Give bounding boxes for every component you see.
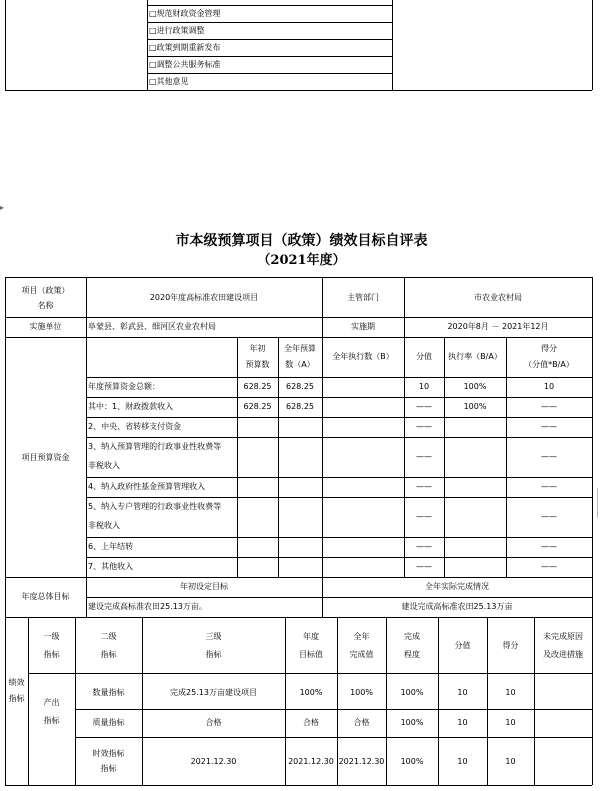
funds-cell: —— bbox=[416, 512, 432, 521]
col-header: 数（A） bbox=[285, 360, 315, 369]
perf-col-header: 指标 bbox=[100, 650, 117, 659]
perf-cell: 合格 bbox=[303, 718, 319, 727]
funds-cell: —— bbox=[541, 512, 557, 521]
funds-row-label: 年度预算资金总额： bbox=[88, 382, 160, 391]
option-item[interactable]: □进行政策调整 bbox=[149, 26, 205, 35]
level1-label: 产出 bbox=[43, 698, 60, 707]
perf-cell: 2021.12.30 bbox=[288, 757, 334, 766]
margin-marker-icon: ▸ bbox=[0, 203, 5, 212]
funds-cell: 10 bbox=[543, 382, 555, 391]
funds-cell: 100% bbox=[463, 402, 487, 411]
perf-col-header: 指标 bbox=[43, 650, 60, 659]
funds-cell: —— bbox=[541, 402, 557, 411]
dept-label: 主管部门 bbox=[347, 293, 379, 302]
project-name: 2020年度高标准农田建设项目 bbox=[149, 293, 259, 302]
perf-col-header: 完成 bbox=[404, 632, 420, 641]
perf-col-header: 一级 bbox=[43, 632, 60, 641]
funds-cell: —— bbox=[416, 542, 432, 551]
project-label: 名称 bbox=[37, 301, 54, 310]
perf-cell: 10 bbox=[457, 688, 468, 697]
funds-row-label: 7、其他收入 bbox=[88, 562, 134, 571]
perf-l3: 2021.12.30 bbox=[190, 757, 237, 766]
funds-cell: 628.25 bbox=[286, 402, 314, 411]
funds-row-label: 其中：1、财政拨款收入 bbox=[88, 402, 174, 411]
perf-col-header: 未完成原因 bbox=[543, 632, 583, 641]
perf-cell: 10 bbox=[505, 688, 516, 697]
funds-cell: 628.25 bbox=[286, 382, 314, 391]
perf-l3: 完成25.13万亩建设项目 bbox=[170, 688, 257, 697]
funds-cell: —— bbox=[416, 402, 432, 411]
funds-row-label: 3、纳入预算管理的行政事业性收费等 bbox=[88, 442, 222, 451]
period-value: 2020年8月 － 2021年12月 bbox=[447, 322, 549, 331]
funds-row-label: 非税收入 bbox=[88, 521, 120, 530]
goals-actual-value: 建设完成高标准农田25.13万亩 bbox=[401, 602, 513, 611]
perf-cell: 10 bbox=[457, 718, 468, 727]
funds-cell: —— bbox=[541, 542, 557, 551]
funds-row-label: 2、中央、省转移支付资金 bbox=[88, 422, 182, 431]
perf-l2: 指标 bbox=[100, 764, 117, 773]
funds-cell: —— bbox=[541, 562, 557, 571]
option-item[interactable]: □政策到期重新发布 bbox=[149, 43, 221, 52]
perf-cell: 100% bbox=[400, 718, 424, 727]
option-item[interactable]: □其他意见 bbox=[149, 77, 189, 86]
page-subtitle: （2021年度） bbox=[257, 253, 346, 268]
funds-row-label: 4、纳入政府性基金预算管理收入 bbox=[88, 482, 206, 491]
perf-cell: 10 bbox=[505, 718, 516, 727]
funds-cell: —— bbox=[416, 422, 432, 431]
funds-cell: —— bbox=[541, 482, 557, 491]
project-label: 项目（政策） bbox=[21, 286, 70, 295]
funds-section-label: 项目预算资金 bbox=[21, 453, 70, 462]
perf-col-header: 三级 bbox=[205, 632, 222, 641]
perf-col-header: 及改进措施 bbox=[543, 650, 583, 659]
goals-actual-header: 全年实际完成情况 bbox=[425, 582, 489, 591]
perf-col-header: 指标 bbox=[205, 650, 222, 659]
funds-cell: 628.25 bbox=[243, 402, 272, 411]
goals-set-value: 建设完成高标准农田25.13万亩。 bbox=[88, 602, 207, 611]
col-header: 得分 bbox=[541, 344, 557, 353]
perf-l2: 时效指标 bbox=[92, 749, 125, 758]
perf-col-header: 二级 bbox=[100, 632, 117, 641]
perf-col-header: 完成值 bbox=[349, 650, 374, 659]
option-item[interactable]: □调整公共服务标准 bbox=[149, 60, 221, 69]
col-header: 全年执行数（B） bbox=[332, 352, 394, 361]
col-header: （分值*B/A） bbox=[524, 360, 574, 369]
perf-cell: 10 bbox=[457, 757, 468, 766]
funds-cell: —— bbox=[541, 452, 557, 461]
dept-value: 市农业农村局 bbox=[474, 293, 522, 302]
col-header: 全年预算 bbox=[284, 344, 316, 353]
unit-label: 实施单位 bbox=[29, 322, 62, 331]
goals-set-header: 年初设定目标 bbox=[180, 582, 228, 591]
perf-col-header: 分值 bbox=[454, 641, 471, 650]
perf-cell: 合格 bbox=[353, 718, 370, 727]
funds-cell: —— bbox=[416, 562, 432, 571]
col-header: 预算数 bbox=[245, 360, 270, 369]
perf-l2: 质量指标 bbox=[92, 718, 125, 727]
funds-cell: 628.25 bbox=[243, 382, 272, 391]
page-title: 市本级预算项目（政策）绩效目标自评表 bbox=[175, 233, 428, 249]
funds-cell: 10 bbox=[418, 382, 430, 391]
col-header: 年初 bbox=[249, 344, 266, 353]
perf-cell: 10 bbox=[505, 757, 516, 766]
funds-row-label: 非税收入 bbox=[88, 461, 120, 470]
page-edge-marker bbox=[597, 488, 603, 518]
funds-cell: —— bbox=[416, 482, 432, 491]
funds-cell: 100% bbox=[463, 382, 487, 391]
col-header: 分值 bbox=[416, 352, 432, 361]
funds-cell: —— bbox=[541, 422, 557, 431]
funds-cell: —— bbox=[416, 452, 432, 461]
level1-label: 指标 bbox=[43, 716, 60, 725]
option-item[interactable]: □规范财政资金管理 bbox=[149, 9, 221, 18]
unit-value: 阜蒙县、彰武县、细河区农业农村局 bbox=[88, 322, 216, 331]
perf-cell: 100% bbox=[350, 688, 373, 697]
perf-col-header: 程度 bbox=[404, 650, 420, 659]
funds-row-label: 5、纳入专户管理的行政事业性收费等 bbox=[88, 502, 222, 511]
perf-col-header: 目标值 bbox=[299, 650, 323, 659]
performance-side-label: 绩效 bbox=[8, 678, 25, 687]
goals-label: 年度总体目标 bbox=[21, 592, 70, 601]
perf-cell: 100% bbox=[400, 757, 424, 766]
perf-cell: 100% bbox=[400, 688, 424, 697]
col-header: 执行率（B/A） bbox=[448, 352, 502, 361]
perf-cell: 2021.12.30 bbox=[338, 757, 385, 766]
perf-l2: 数量指标 bbox=[92, 688, 125, 697]
perf-col-header: 全年 bbox=[353, 632, 370, 641]
perf-col-header: 得分 bbox=[502, 641, 519, 650]
funds-row-label: 6、上年结转 bbox=[88, 542, 134, 551]
perf-col-header: 年度 bbox=[303, 632, 319, 641]
period-label: 实施期 bbox=[351, 322, 375, 331]
perf-l3: 合格 bbox=[205, 718, 222, 727]
performance-side-label: 指标 bbox=[8, 694, 25, 703]
perf-cell: 100% bbox=[299, 688, 323, 697]
